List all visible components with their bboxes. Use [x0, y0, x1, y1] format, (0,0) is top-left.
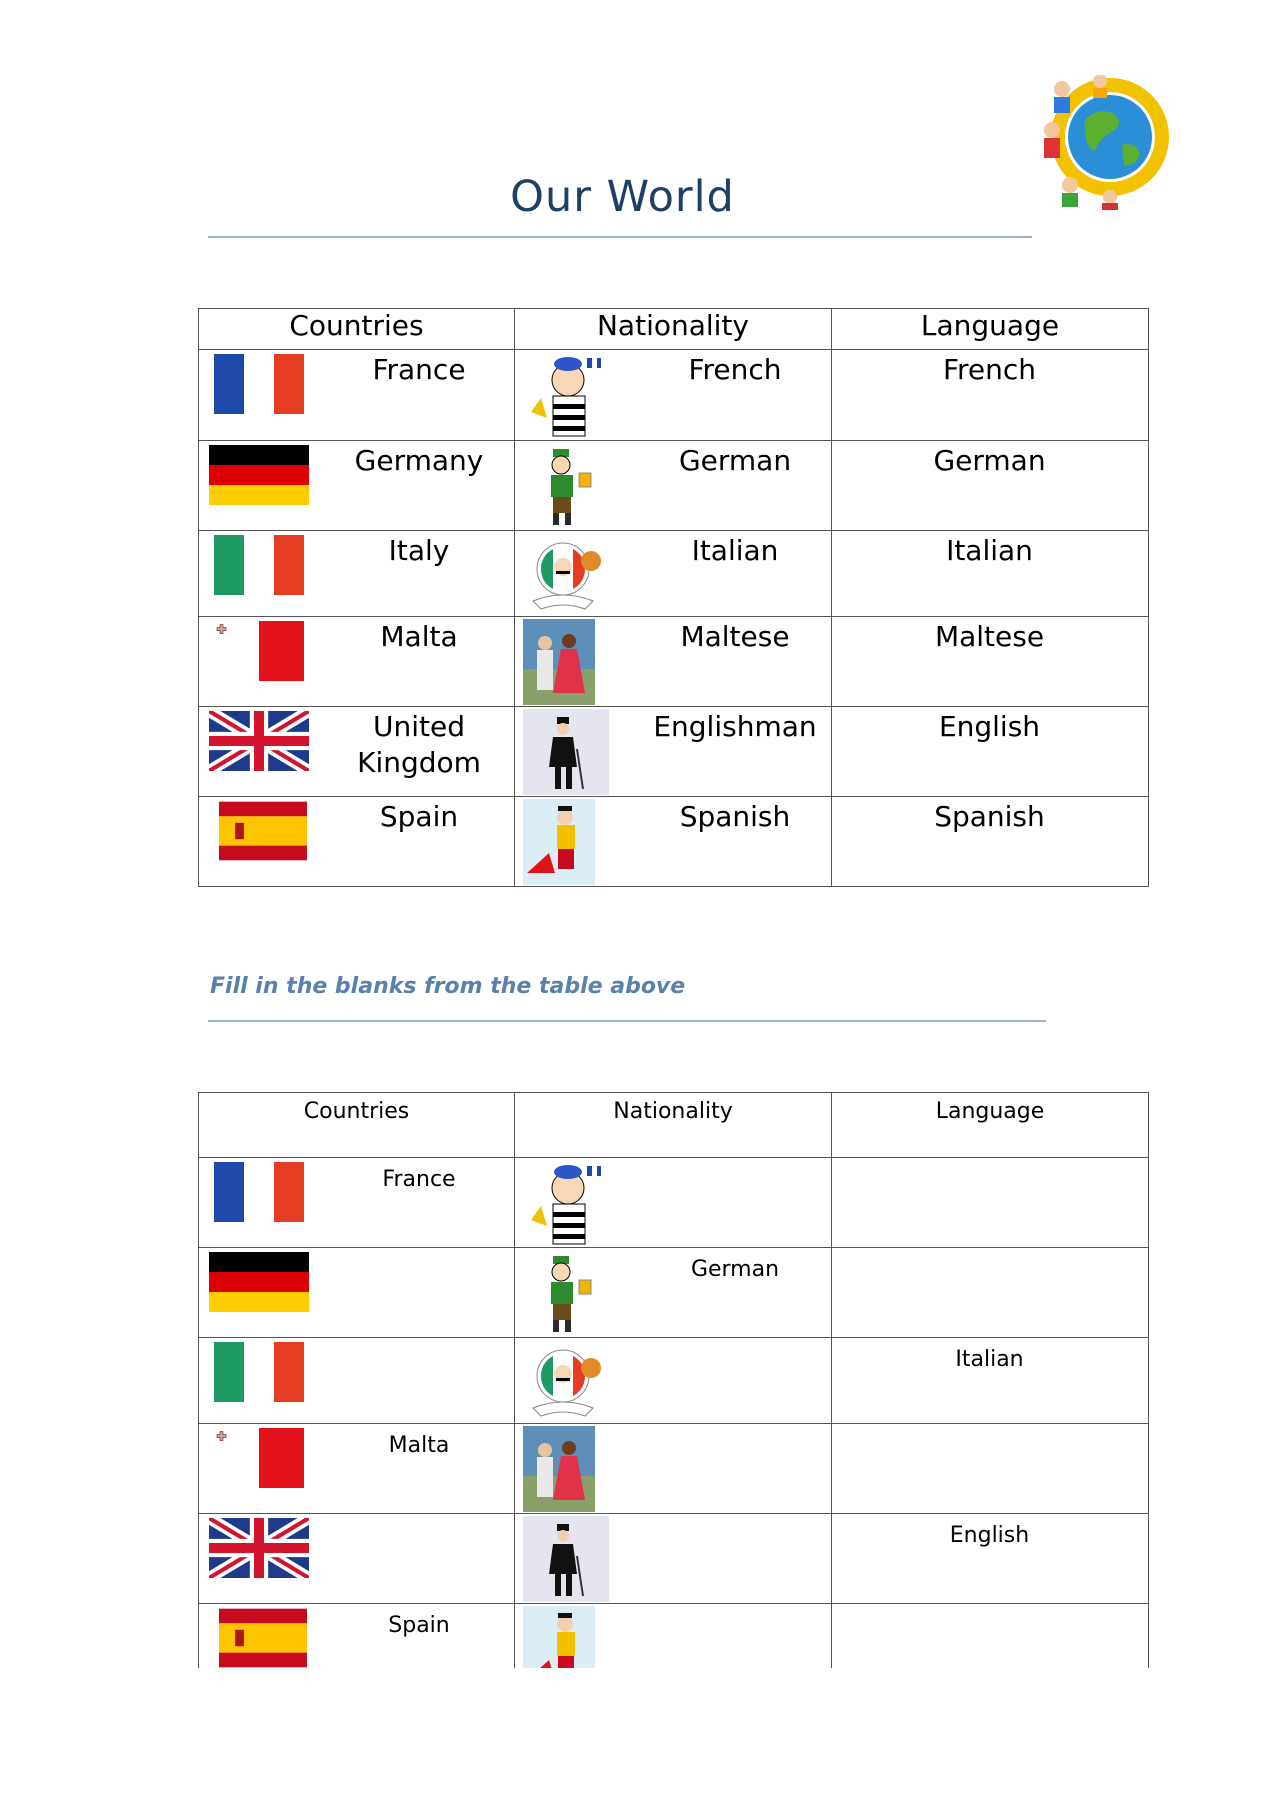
nationality-cell: German [678, 444, 792, 477]
spain-flag [219, 1608, 307, 1668]
table-row [199, 707, 1149, 797]
french-person-icon [523, 352, 613, 438]
italian-person-icon [523, 1340, 613, 1420]
nationality-cell: Italian [691, 534, 779, 567]
instruction-underline [208, 1020, 1046, 1022]
table-row [199, 350, 1149, 441]
germany-flag [209, 445, 309, 505]
malta-flag [209, 1428, 309, 1488]
country-cell: United Kingdom [357, 710, 481, 780]
malta-flag [209, 621, 309, 681]
table-row [199, 531, 1149, 617]
italy-flag [209, 535, 309, 595]
language-cell: Italian [946, 534, 1033, 567]
france-flag [209, 354, 309, 414]
header-nationality: Nationality [515, 309, 832, 350]
table-header-row [199, 309, 1149, 350]
country-cell: France [372, 353, 466, 386]
italian-person-icon [523, 533, 613, 613]
reference-table [198, 308, 1149, 887]
country-cell: Malta [388, 1433, 450, 1458]
table-row [199, 1158, 1149, 1248]
nationality-cell: Englishman [653, 710, 817, 743]
italy-flag [209, 1342, 309, 1402]
german-person-icon [523, 1250, 613, 1336]
language-cell: Spanish [934, 800, 1045, 833]
nationality-cell: Spanish [679, 800, 791, 833]
maltese-couple-photo [523, 619, 595, 705]
country-cell: Spain [379, 800, 459, 833]
table-row [199, 617, 1149, 707]
table-row [199, 797, 1149, 887]
france-flag [209, 1162, 309, 1222]
language-cell: Italian [955, 1347, 1024, 1372]
country-cell: Italy [388, 534, 450, 567]
spain-flag [219, 801, 307, 861]
nationality-cell: German [690, 1257, 780, 1282]
french-person-icon [523, 1160, 613, 1246]
country-cell: France [382, 1167, 456, 1192]
page-title: Our World [510, 172, 735, 222]
country-cell: Spain [388, 1613, 450, 1638]
table-row [199, 1248, 1149, 1338]
exercise-instruction: Fill in the blanks from the table above [210, 974, 686, 999]
table-header-row [199, 1093, 1149, 1158]
germany-flag [209, 1252, 309, 1312]
language-cell: English [949, 1523, 1030, 1548]
header-countries: Countries [199, 309, 515, 350]
englishman-icon [523, 709, 609, 795]
spanish-person-icon [523, 799, 595, 885]
nationality-cell: Maltese [680, 620, 790, 653]
exercise-table [198, 1092, 1149, 1694]
table-row [199, 1514, 1149, 1604]
nationality-cell: French [688, 353, 782, 386]
table-row [199, 441, 1149, 531]
language-cell: Maltese [934, 620, 1045, 653]
header-language: Language [832, 309, 1149, 350]
header-nationality: Nationality [515, 1093, 832, 1158]
maltese-couple-photo [523, 1426, 595, 1512]
title-underline [208, 236, 1032, 238]
german-person-icon [523, 443, 613, 529]
page-bottom-margin [0, 1668, 1280, 1811]
table-row [199, 1424, 1149, 1514]
country-cell: Germany [354, 444, 484, 477]
language-cell: French [942, 353, 1037, 386]
uk-flag [209, 1518, 309, 1578]
language-cell: English [938, 710, 1041, 743]
country-cell: Malta [380, 620, 458, 653]
table-row [199, 1338, 1149, 1424]
header-countries: Countries [199, 1093, 515, 1158]
englishman-icon [523, 1516, 609, 1602]
language-cell: German [933, 444, 1046, 477]
header-language: Language [832, 1093, 1149, 1158]
uk-flag [209, 711, 309, 771]
